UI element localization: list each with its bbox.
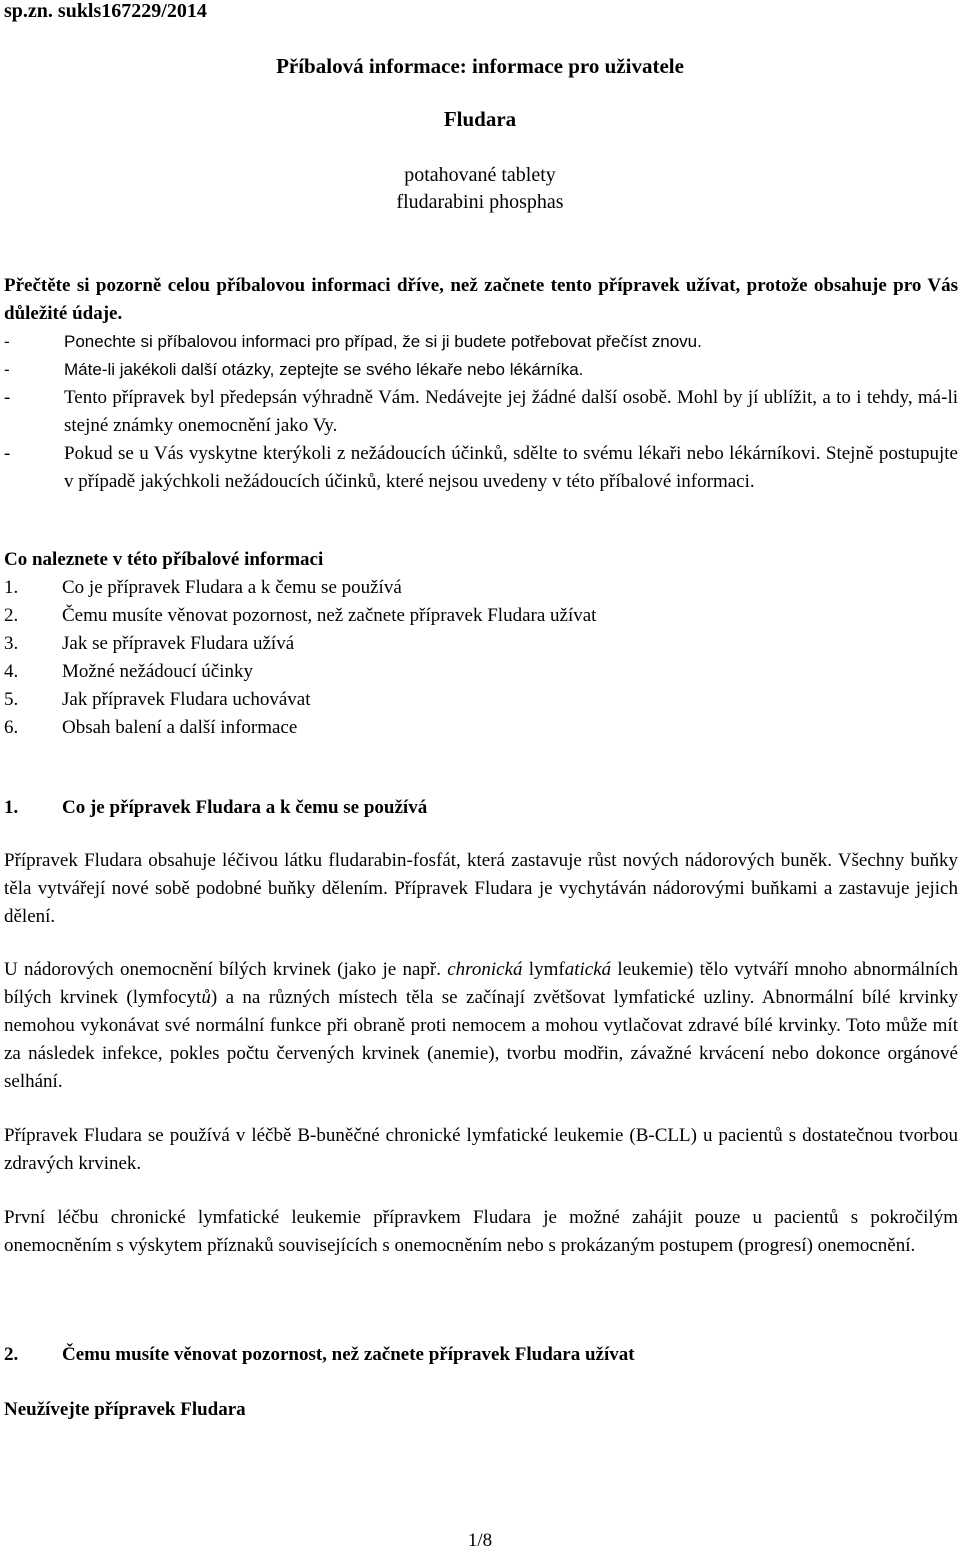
toc-item: 1. Co je přípravek Fludara a k čemu se používá — [4, 577, 402, 598]
toc-item: 5. Jak přípravek Fludara uchovávat — [4, 689, 311, 710]
table-of-contents — [4, 546, 958, 742]
toc-item: 6. Obsah balení a další informace — [4, 717, 298, 738]
active-substance: fludarabini phosphas — [396, 191, 564, 213]
toc-title: Co naleznete v této příbalové informaci — [4, 549, 324, 570]
page-number: 1/8 — [467, 1530, 493, 1551]
section-1-paragraph: U nádorových onemocnění bílých krvinek (jako je např. chronická lymfatická leukemie) tělo vytváří mnoho abnormálních bílých krvinek (lymfocytů) a na různých místech těla se začínají zvětšovat lymfatické uzliny. Abnormální bílé krvinky nemohou vykonávat své normální funkce při obraně proti nemocem a mohou vytlačovat zdravé bílé krvinky. Toto může mít za následek infekce, pokles počtu červených krvinek (anemie), tvorbu modřin, závažné krvácení nebo dokonce orgánové selhání. — [4, 959, 959, 1092]
toc-item: 3. Jak se přípravek Fludara užívá — [4, 633, 295, 654]
section-2-heading: 2. Čemu musíte věnovat pozornost, než začnete přípravek Fludara užívat — [4, 1344, 635, 1365]
toc-item: 4. Možné nežádoucí účinky — [4, 661, 253, 682]
warning-list — [4, 328, 958, 496]
warning-item: - Pokud se u Vás vyskytne kterýkoli z nežádoucích účinků, sdělte to svému lékaři nebo lékárníkovi. Stejně postupujte v případě jakýchkoli nežádoucích účinků, které nejsou uvedeny v této příbalové informaci. — [4, 440, 958, 496]
dosage-form: potahované tablety — [404, 164, 556, 186]
leaflet-heading: Příbalová informace: informace pro uživatele — [276, 54, 684, 78]
section-1-paragraph: Přípravek Fludara se používá v léčbě B-buněčné chronické lymfatické leukemie (B-CLL) u pacientů s dostatečnou tvorbou zdravých krvinek. — [4, 1125, 958, 1174]
warning-intro: Přečtěte si pozorně celou příbalovou informaci dříve, než začnete tento přípravek užívat, protože obsahuje pro Vás důležité údaje. — [4, 275, 958, 324]
section-2-subtitle: Neužívejte přípravek Fludara — [4, 1399, 246, 1420]
reference-number: sp.zn. sukls167229/2014 — [4, 0, 207, 22]
warning-item: - Máte-li jakékoli další otázky, zeptejte se svého lékaře nebo lékárníka. — [4, 356, 958, 384]
warning-item: - Ponechte si příbalovou informaci pro případ, že si ji budete potřebovat přečíst znovu. — [4, 328, 958, 356]
section-1-paragraph: Přípravek Fludara obsahuje léčivou látku fludarabin-fosfát, která zastavuje růst nových nádorových buněk. Všechny buňky těla vytvářejí nové sobě podobné buňky dělením. Přípravek Fludara je vychytáván nádorovými buňkami a zastavuje jejich dělení. — [4, 850, 958, 927]
product-name: Fludara — [443, 107, 517, 131]
section-1-paragraph: První léčbu chronické lymfatické leukemie přípravkem Fludara je možné zahájit pouze u pacientů s pokročilým onemocněním s výskytem příznaků souvisejících s onemocněním nebo s prokázaným postupem (progresí) onemocnění. — [4, 1207, 958, 1256]
section-1-heading: 1. Co je přípravek Fludara a k čemu se používá — [4, 797, 428, 818]
warning-item: - Tento přípravek byl předepsán výhradně Vám. Nedávejte jej žádné další osobě. Mohl by jí ublížit, a to i tehdy, má-li stejné známky onemocnění jako Vy. — [4, 384, 958, 440]
toc-item: 2. Čemu musíte věnovat pozornost, než začnete přípravek Fludara užívat — [4, 605, 597, 626]
